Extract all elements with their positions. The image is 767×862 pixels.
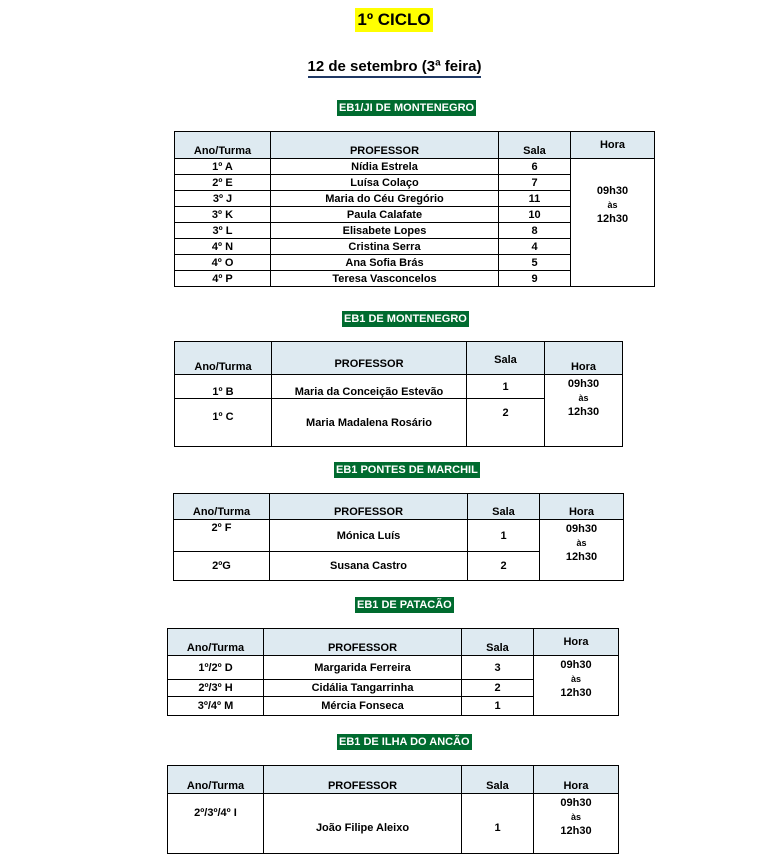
cell-professor: Elisabete Lopes [271, 223, 499, 239]
col-header-professor: PROFESSOR [264, 629, 462, 656]
hora-sep: às [607, 200, 618, 210]
col-header-professor: PROFESSOR [270, 494, 468, 520]
cell-ano: 4º O [175, 255, 271, 271]
hora-end: 12h30 [596, 213, 629, 225]
cell-professor: Cristina Serra [271, 239, 499, 255]
cell-ano: 3º K [175, 207, 271, 223]
cell-professor: Nídia Estrela [271, 159, 499, 175]
table-row [174, 520, 624, 552]
col-header-ano: Ano/Turma [175, 342, 272, 375]
col-header-professor: PROFESSOR [272, 342, 467, 375]
school-title: EB1 DE MONTENEGRO [344, 313, 467, 325]
col-header-ano: Ano/Turma [168, 766, 264, 794]
cell-ano: 2º/3º/4º I [168, 794, 264, 854]
cell-sala: 2 [468, 552, 540, 581]
hora-start: 09h30 [596, 185, 629, 197]
col-header-professor: PROFESSOR [271, 132, 499, 159]
col-header-sala: Sala [468, 494, 540, 520]
cell-ano: 3º L [175, 223, 271, 239]
cell-sala: 6 [499, 159, 571, 175]
cell-ano: 1º B [175, 375, 272, 399]
hora-start: 09h30 [560, 797, 592, 809]
col-header-ano: Ano/Turma [175, 132, 271, 159]
school-title: EB1 DE PATACÃO [357, 599, 452, 611]
school-title: EB1/JI DE MONTENEGRO [339, 102, 475, 114]
cell-ano: 2º F [174, 520, 270, 552]
cell-sala: 1 [468, 520, 540, 552]
cell-professor: Mércia Fonseca [264, 697, 462, 716]
col-header-ano: Ano/Turma [168, 629, 264, 656]
cell-professor: Susana Castro [270, 552, 468, 581]
cell-sala: 2 [467, 399, 545, 447]
cell-ano: 3º J [175, 191, 271, 207]
col-header-hora: Hora [534, 766, 619, 794]
cell-sala: 9 [499, 271, 571, 287]
cell-professor: Margarida Ferreira [264, 656, 462, 680]
schedule-table [173, 493, 624, 581]
cell-ano: 2ºG [174, 552, 270, 581]
cell-sala: 1 [462, 697, 534, 716]
cell-hora [545, 375, 623, 447]
cell-professor: Mónica Luís [270, 520, 468, 552]
table-row [175, 375, 623, 399]
hora-start: 09h30 [565, 523, 598, 535]
cell-sala: 2 [462, 680, 534, 697]
cell-professor: João Filipe Aleixo [264, 794, 462, 854]
cell-hora [540, 520, 624, 581]
cell-professor: Maria do Céu Gregório [271, 191, 499, 207]
date-text: 12 de setembro (3ª feira) [308, 58, 482, 78]
cell-professor: Teresa Vasconcelos [271, 271, 499, 287]
cell-professor: Luísa Colaço [271, 175, 499, 191]
hora-sep: às [570, 812, 581, 822]
hora-start: 09h30 [567, 378, 600, 390]
cell-hora [571, 159, 655, 287]
table-row [175, 159, 655, 175]
cell-professor: Maria Madalena Rosário [272, 399, 467, 447]
cell-professor: Ana Sofia Brás [271, 255, 499, 271]
school-title: EB1 DE ILHA DO ANCÃO [339, 736, 470, 748]
col-header-hora: Hora [571, 132, 655, 159]
cell-sala: 11 [499, 191, 571, 207]
cell-sala: 7 [499, 175, 571, 191]
hora-sep: às [570, 674, 581, 684]
cell-ano: 1º C [175, 399, 272, 447]
cell-ano: 2º E [175, 175, 271, 191]
col-header-sala: Sala [462, 629, 534, 656]
cell-professor: Paula Calafate [271, 207, 499, 223]
date-heading [0, 58, 767, 75]
col-header-hora: Hora [534, 629, 619, 656]
hora-sep: às [578, 393, 589, 403]
cell-ano: 3º/4º M [168, 697, 264, 716]
cell-ano: 1º/2º D [168, 656, 264, 680]
cell-hora [534, 656, 619, 716]
cell-sala: 10 [499, 207, 571, 223]
cell-sala: 3 [462, 656, 534, 680]
col-header-sala: Sala [462, 766, 534, 794]
cell-sala: 8 [499, 223, 571, 239]
hora-end: 12h30 [560, 825, 592, 837]
cell-sala: 1 [467, 375, 545, 399]
hora-end: 12h30 [567, 406, 600, 418]
cell-professor: Maria da Conceição Estevão [272, 375, 467, 399]
cell-sala: 5 [499, 255, 571, 271]
cell-hora [534, 794, 619, 854]
cell-ano: 4º N [175, 239, 271, 255]
cell-ano: 4º P [175, 271, 271, 287]
cell-sala: 1 [462, 794, 534, 854]
schedule-table [167, 765, 619, 854]
col-header-hora: Hora [540, 494, 624, 520]
page-title: 1º CICLO [355, 8, 433, 32]
col-header-sala: Sala [467, 342, 545, 375]
hora-sep: às [576, 538, 587, 548]
school-title: EB1 PONTES DE MARCHIL [336, 464, 478, 476]
schedule-table [174, 131, 655, 287]
cell-ano: 2º/3º H [168, 680, 264, 697]
col-header-professor: PROFESSOR [264, 766, 462, 794]
schedule-table [174, 341, 623, 447]
table-row [168, 656, 619, 680]
cell-ano: 1º A [175, 159, 271, 175]
cell-sala: 4 [499, 239, 571, 255]
hora-end: 12h30 [560, 687, 592, 699]
cell-professor: Cidália Tangarrinha [264, 680, 462, 697]
col-header-hora: Hora [545, 342, 623, 375]
hora-end: 12h30 [565, 551, 598, 563]
col-header-ano: Ano/Turma [174, 494, 270, 520]
table-row [168, 794, 619, 854]
col-header-sala: Sala [499, 132, 571, 159]
hora-start: 09h30 [560, 659, 592, 671]
schedule-table [167, 628, 619, 716]
